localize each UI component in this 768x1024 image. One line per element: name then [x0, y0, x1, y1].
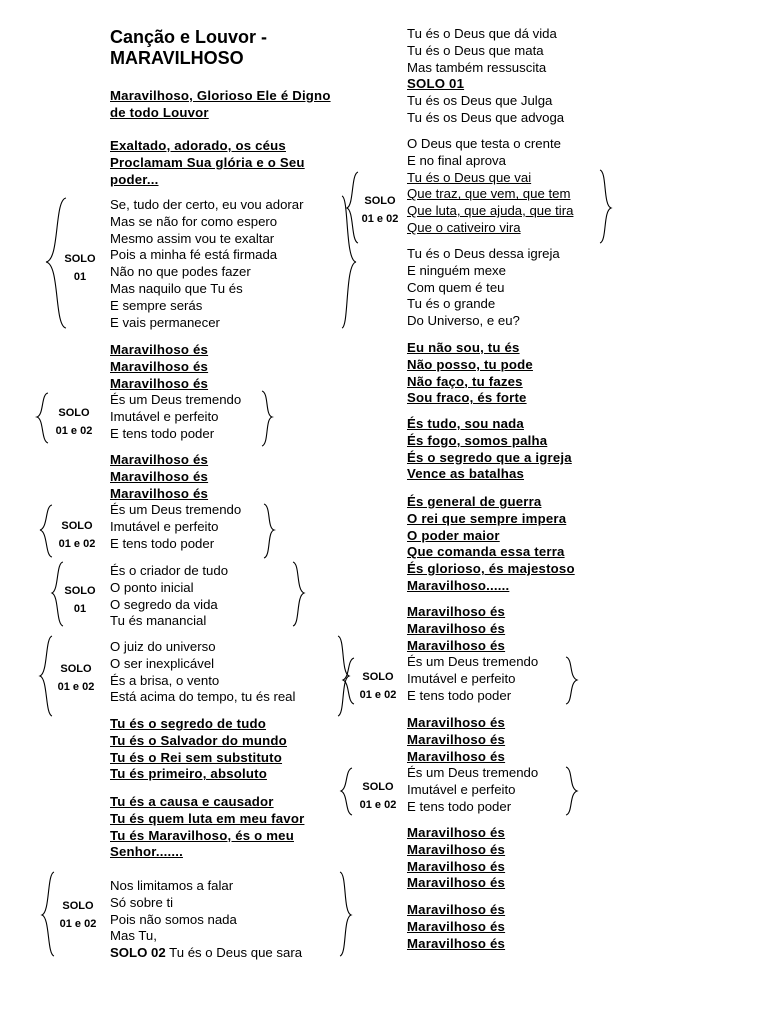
lyric-line: Tu és quem luta em meu favor — [110, 810, 305, 826]
lyric-line: Do Universo, e eu? — [407, 313, 520, 329]
left-brace — [52, 562, 63, 626]
lyric-line: Se, tudo der certo, eu vou adorar — [110, 197, 304, 212]
lyric-line: E tens todo poder — [407, 798, 512, 814]
right-brace — [566, 657, 577, 704]
lyric-line: És general de guerra — [407, 494, 542, 509]
solo-01-label: SOLO 01 — [407, 76, 465, 92]
lyric-line: Tu és o Deus que dá vida — [407, 26, 557, 41]
lyric-line: Imutável e perfeito — [407, 670, 516, 686]
left-brace — [40, 505, 52, 557]
lyric-line: E tens todo poder — [110, 425, 215, 441]
right-brace — [262, 391, 272, 446]
solo-label: SOLO — [362, 671, 394, 683]
lyric-line: Mesmo assim vou te exaltar — [110, 230, 275, 246]
lyric-line: E tens todo poder — [407, 687, 512, 703]
lyric-line: Maravilhoso és — [407, 620, 506, 636]
solo-02-text: Tu és o Deus que sara — [165, 945, 303, 961]
left-brace — [37, 393, 48, 443]
lyric-line: E vais permanecer — [110, 314, 220, 330]
lyric-line: Tu és o Deus que vai — [407, 169, 532, 185]
lyric-line: Tu és o segredo de tudo — [110, 716, 267, 731]
lyric-line: Maravilhoso és — [110, 375, 209, 391]
lyric-line: Pois a minha fé está firmada — [110, 247, 278, 263]
lyric-line: Tu és o Rei sem substituto — [110, 749, 283, 765]
lyric-line: Senhor....... — [110, 844, 183, 860]
lyric-line: Que traz, que vem, que tem — [407, 186, 571, 202]
solo-label: SOLO — [64, 253, 96, 265]
lyric-line: Tu és primeiro, absoluto — [110, 766, 267, 782]
lyric-line: Imutável e perfeito — [110, 408, 219, 424]
right-brace — [566, 767, 577, 815]
lyric-line: poder... — [110, 171, 159, 187]
lyric-line: Tu és os Deus que Julga — [407, 93, 553, 109]
lyric-line: Nos limitamos a falar — [110, 878, 234, 893]
lyric-line: És tudo, sou nada — [407, 416, 524, 431]
lyric-line: És um Deus tremendo — [407, 765, 539, 780]
right-brace — [600, 170, 611, 243]
lyric-line: Maravilhoso és — [407, 731, 506, 747]
lyric-line: Tu és o Deus que mata — [407, 42, 544, 58]
right-brace — [338, 636, 349, 716]
right-brace — [293, 562, 304, 626]
lyric-line: Tu és Maravilhoso, és o meu — [110, 827, 294, 843]
left-brace — [42, 872, 54, 956]
lyric-line: És um Deus tremendo — [407, 654, 539, 669]
lyric-line: Só sobre ti — [110, 894, 174, 910]
solo-number: 01 e 02 — [359, 799, 397, 811]
title-line-1: Canção e Louvor - — [110, 27, 268, 47]
left-brace — [341, 768, 352, 815]
lyric-line: Maravilhoso és — [407, 748, 506, 764]
lyric-line: Imutável e perfeito — [110, 518, 219, 534]
solo-label: SOLO — [64, 585, 96, 597]
lyric-line: Eu não sou, tu és — [407, 340, 520, 355]
lyric-line: És um Deus tremendo — [110, 502, 242, 517]
solo-label: SOLO — [58, 407, 90, 419]
lyric-line: Maravilhoso és — [407, 841, 506, 857]
solo-02-label: SOLO 02 — [110, 945, 166, 961]
lyric-line: Maravilhoso és — [407, 825, 506, 840]
solo-number: 01 e 02 — [58, 538, 96, 550]
lyric-line: Exaltado, adorado, os céus — [110, 138, 286, 153]
lyric-line: Tu és o grande — [407, 296, 496, 312]
lyric-line: Mas se não for como espero — [110, 213, 278, 229]
lyric-line: Tu és o Deus dessa igreja — [407, 246, 560, 261]
solo-label: SOLO — [60, 663, 92, 675]
lyric-line: O rei que sempre impera — [407, 510, 567, 526]
lyric-line: Tu és manancial — [110, 613, 207, 629]
lyric-line: Proclamam Sua glória e o Seu — [110, 154, 305, 170]
lyric-line: Maravilhoso és — [110, 342, 209, 357]
title-line-2: MARAVILHOSO — [110, 48, 244, 68]
lyric-line: Que luta, que ajuda, que tira — [407, 203, 574, 219]
lyric-line: Mas Tu, — [110, 928, 157, 944]
lyric-line: Não no que podes fazer — [110, 264, 251, 280]
right-brace — [264, 504, 274, 558]
right-brace — [340, 872, 351, 956]
lyric-line: O ser inexplicável — [110, 655, 215, 671]
lyric-line: Maravilhoso és — [407, 715, 506, 730]
lyric-line: Maravilhoso és — [407, 858, 506, 874]
lyric-line: O poder maior — [407, 527, 500, 543]
lyric-line: És um Deus tremendo — [110, 392, 242, 407]
lyric-line: Maravilhoso, Glorioso Ele é Digno — [110, 88, 331, 103]
lyric-line: Maravilhoso és — [407, 604, 506, 619]
lyric-line: E no final aprova — [407, 152, 506, 168]
left-brace — [40, 636, 52, 716]
lyric-line: Sou fraco, és forte — [407, 390, 527, 406]
lyric-line: Está acima do tempo, tu és real — [110, 689, 296, 705]
lyric-line: Maravilhoso...... — [407, 577, 510, 593]
lyric-line: És o segredo que a igreja — [407, 449, 572, 465]
lyric-line: Maravilhoso és — [110, 485, 209, 501]
lyric-line: Maravilhoso és — [407, 637, 506, 653]
solo-label: SOLO — [62, 900, 94, 912]
lyric-line: O segredo da vida — [110, 596, 218, 612]
lyric-line: Com quem é teu — [407, 279, 505, 295]
lyric-line: Vence as batalhas — [407, 466, 525, 482]
lyric-line: Tu és os Deus que advoga — [407, 109, 565, 125]
lyric-line: Maravilhoso és — [407, 935, 506, 951]
lyric-line: Tu és a causa e causador — [110, 794, 274, 809]
solo-number: 01 e 02 — [361, 213, 399, 225]
lyric-line: Não faço, tu fazes — [407, 373, 523, 389]
lyric-line: O ponto inicial — [110, 579, 194, 595]
lyric-line: Maravilhoso és — [110, 358, 209, 374]
lyric-line: És glorioso, és majestoso — [407, 561, 575, 577]
lyric-line: Maravilhoso és — [110, 452, 209, 467]
lyric-line: E tens todo poder — [110, 535, 215, 551]
solo-number: 01 e 02 — [55, 425, 93, 437]
lyric-line: de todo Louvor — [110, 104, 209, 120]
lyric-line: E sempre serás — [110, 297, 203, 313]
left-brace — [46, 198, 66, 328]
lyric-line: Maravilhoso és — [407, 875, 506, 891]
lyric-line: Imutável e perfeito — [407, 781, 516, 797]
lyric-line: E ninguém mexe — [407, 262, 506, 278]
lyric-line: Mas naquilo que Tu és — [110, 280, 243, 296]
solo-label: SOLO — [362, 781, 394, 793]
lyric-line: Maravilhoso és — [110, 468, 209, 484]
lyric-line: O juiz do universo — [110, 639, 216, 654]
lyric-line: Não posso, tu pode — [407, 356, 533, 372]
solo-label: SOLO — [364, 195, 396, 207]
lyric-line: És o criador de tudo — [110, 563, 229, 578]
solo-number: 01 e 02 — [59, 918, 97, 930]
solo-number: 01 e 02 — [57, 681, 95, 693]
solo-number: 01 — [73, 271, 87, 283]
lyric-line: Mas também ressuscita — [407, 59, 547, 75]
lyric-line: És a brisa, o vento — [110, 672, 220, 688]
lyric-line: Que o cativeiro vira — [407, 219, 521, 235]
lyric-line: Maravilhoso és — [407, 902, 506, 917]
lyric-line: O Deus que testa o crente — [407, 136, 561, 151]
lyric-line: Que comanda essa terra — [407, 544, 565, 560]
right-brace — [342, 196, 356, 328]
lyric-line: Tu és o Salvador do mundo — [110, 732, 287, 748]
solo-number: 01 e 02 — [359, 689, 397, 701]
left-brace — [347, 172, 358, 243]
solo-label: SOLO — [61, 520, 93, 532]
lyric-line: És fogo, somos palha — [407, 432, 548, 448]
solo-number: 01 — [73, 603, 87, 615]
lyric-line: Pois não somos nada — [110, 911, 237, 927]
lyric-line: Maravilhoso és — [407, 918, 506, 934]
